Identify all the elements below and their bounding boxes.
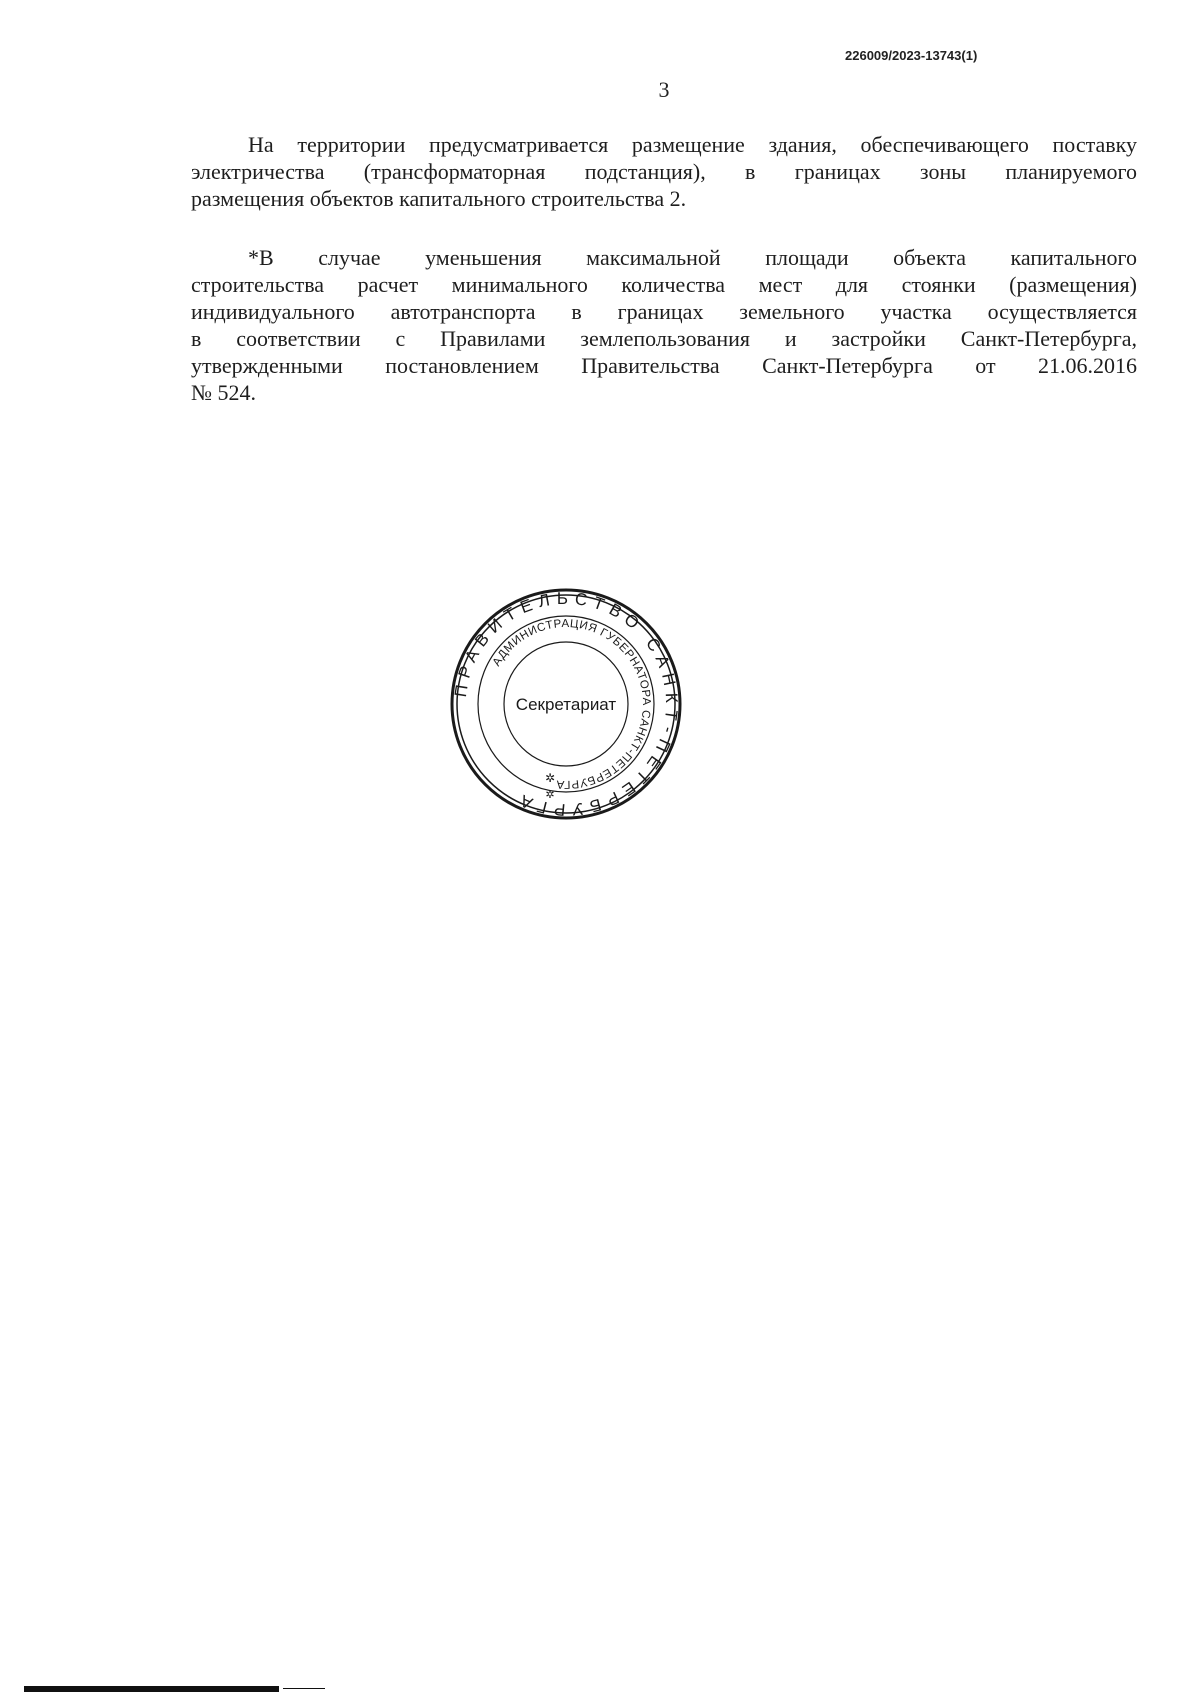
paragraph-2-line-1: *В случае уменьшения максимальной площади объекта капитального [248, 245, 1137, 270]
seal-star-icon: ✲ [544, 771, 556, 785]
seal-outer-text: ПРАВИТЕЛЬСТВО САНКТ-ПЕТЕРБУРГА [450, 588, 682, 820]
seal-center-text: Секретариат [515, 695, 617, 714]
seal-inner-text: АДМИНИСТРАЦИЯ ГУБЕРНАТОРА САНКТ-ПЕТЕРБУРГА [490, 617, 653, 791]
footer-line [283, 1688, 325, 1689]
page-number: 3 [658, 77, 670, 102]
registration-number: 226009/2023-13743(1) [845, 48, 978, 63]
paragraph-2-line-3: индивидуального автотранспорта в границах земельного участка осуществляется [191, 299, 1137, 324]
paragraph-1-line-1: На территории предусматривается размещение здания, обеспечивающего поставку [248, 132, 1137, 157]
official-seal [448, 586, 684, 822]
paragraph-1-line-3: размещения объектов капитального строительства 2. [191, 186, 687, 211]
paragraph-1-line-2: электричества (трансформаторная подстанция), в границах зоны планируемого [191, 159, 1137, 184]
paragraph-2-line-5: утвержденными постановлением Правительства Санкт-Петербурга от 21.06.2016 [191, 353, 1137, 378]
paragraph-parking-note [191, 244, 1137, 406]
paragraph-2-line-2: строительства расчет минимального количества мест для стоянки (размещения) [191, 272, 1137, 297]
paragraph-2-line-4: в соответствии с Правилами землепользования и застройки Санкт-Петербурга, [191, 326, 1137, 351]
seal-star-icon: ✲ [545, 788, 555, 801]
paragraph-transformer-substation [191, 131, 1137, 212]
footer-bar [24, 1686, 279, 1692]
paragraph-2-line-6: № 524. [191, 380, 256, 405]
